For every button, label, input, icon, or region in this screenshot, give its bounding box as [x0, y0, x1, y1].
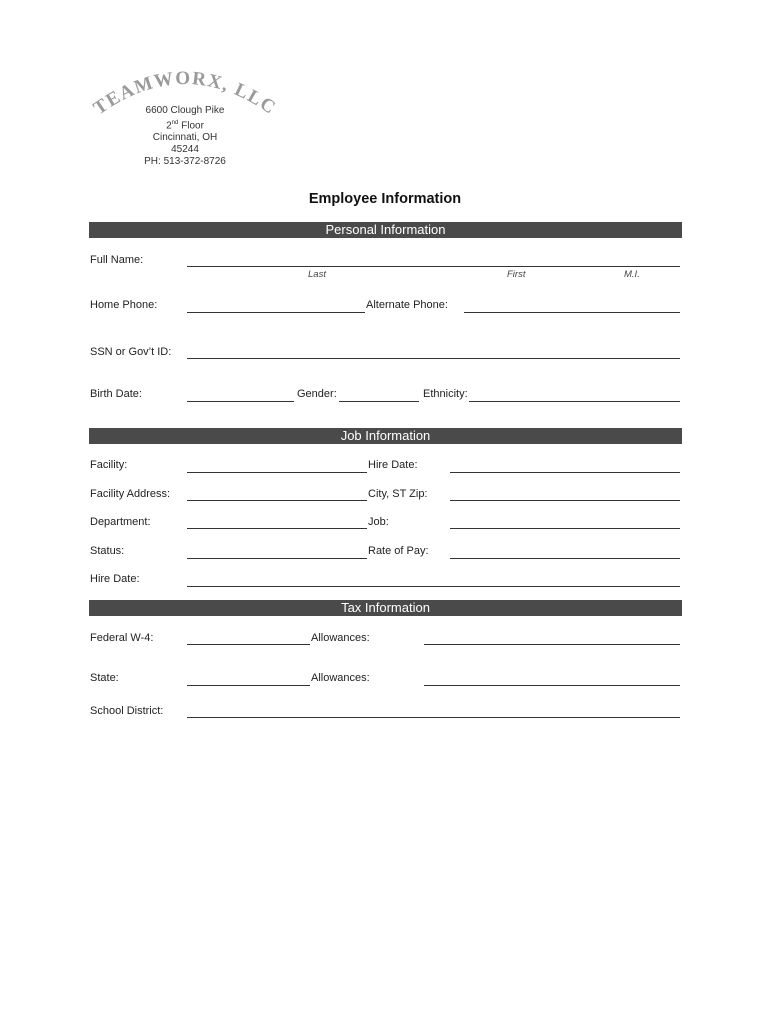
job-info-header: Job Information: [89, 428, 682, 444]
address-phone: PH: 513-372-8726: [144, 156, 226, 168]
address-floor: 2nd Floor: [166, 120, 204, 132]
last-sublabel: Last: [308, 269, 326, 280]
alternate-phone-label: Alternate Phone:: [366, 299, 448, 311]
form-title: Employee Information: [308, 191, 462, 207]
ethnicity-label: Ethnicity:: [423, 388, 468, 400]
hire-date-2-label: Hire Date:: [90, 573, 140, 585]
rate-of-pay-field[interactable]: [450, 558, 680, 559]
school-district-field[interactable]: [187, 717, 680, 718]
logo-text: TEAMWORX, LLC: [89, 67, 281, 120]
state-field[interactable]: [187, 685, 310, 686]
alternate-phone-field[interactable]: [464, 312, 680, 313]
company-address: [110, 105, 260, 168]
job-label: Job:: [368, 516, 389, 528]
school-district-label: School District:: [90, 705, 164, 717]
first-sublabel: First: [507, 269, 526, 280]
allowances-2-field[interactable]: [424, 685, 680, 686]
hire-date-2-field[interactable]: [187, 586, 680, 587]
city-st-zip-field[interactable]: [450, 500, 680, 501]
birth-date-field[interactable]: [187, 401, 294, 402]
facility-label: Facility:: [90, 459, 128, 471]
ethnicity-field[interactable]: [469, 401, 680, 402]
address-street: 6600 Clough Pike: [145, 105, 225, 116]
hire-date-field[interactable]: [450, 472, 680, 473]
ssn-label: SSN or Gov’t ID:: [90, 346, 172, 358]
gender-label: Gender:: [297, 388, 337, 400]
job-field[interactable]: [450, 528, 680, 529]
full-name-label: Full Name:: [90, 254, 144, 266]
gender-field[interactable]: [339, 401, 419, 402]
hire-date-label: Hire Date:: [368, 459, 418, 471]
facility-address-label: Facility Address:: [90, 488, 171, 500]
department-label: Department:: [90, 516, 151, 528]
status-field[interactable]: [187, 558, 367, 559]
allowances-1-label: Allowances:: [311, 632, 370, 644]
allowances-2-label: Allowances:: [311, 672, 370, 684]
federal-w4-field[interactable]: [187, 644, 310, 645]
tax-info-header: Tax Information: [89, 600, 682, 616]
address-city: Cincinnati, OH: [152, 132, 218, 144]
home-phone-label: Home Phone:: [90, 299, 158, 311]
full-name-field[interactable]: [187, 266, 680, 267]
mi-sublabel: M.I.: [624, 269, 640, 280]
personal-info-header: Personal Information: [89, 222, 682, 238]
birth-date-label: Birth Date:: [90, 388, 142, 400]
home-phone-field[interactable]: [187, 312, 365, 313]
rate-of-pay-label: Rate of Pay:: [368, 545, 429, 557]
city-st-zip-label: City, ST Zip:: [368, 488, 428, 500]
state-label: State:: [90, 672, 119, 684]
facility-field[interactable]: [187, 472, 367, 473]
facility-address-field[interactable]: [187, 500, 367, 501]
federal-w4-label: Federal W-4:: [90, 632, 154, 644]
department-field[interactable]: [187, 528, 367, 529]
allowances-1-field[interactable]: [424, 644, 680, 645]
address-zip: 45244: [171, 144, 199, 156]
status-label: Status:: [90, 545, 125, 557]
ssn-field[interactable]: [187, 358, 680, 359]
